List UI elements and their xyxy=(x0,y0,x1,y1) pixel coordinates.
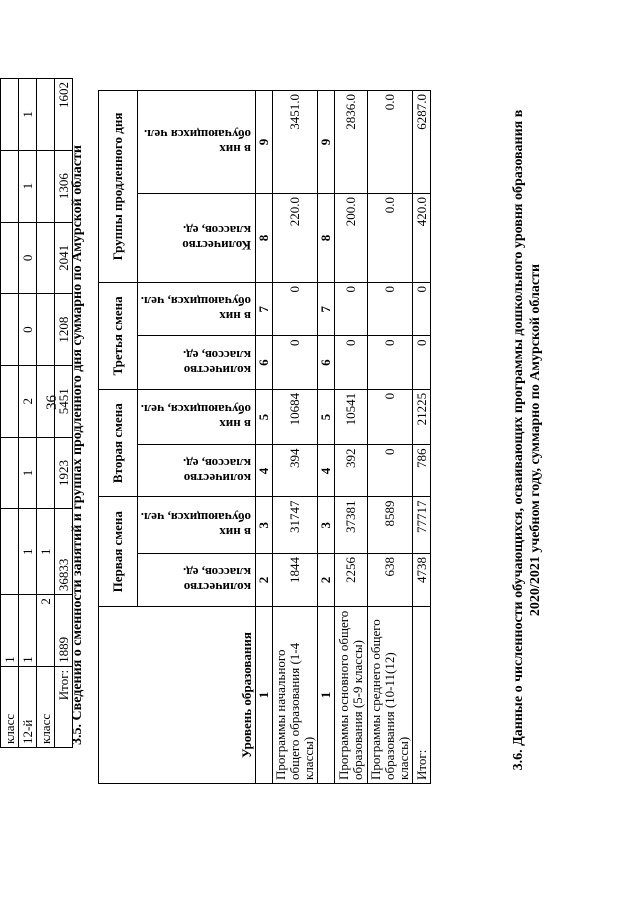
table-cell: 638 xyxy=(368,554,413,607)
table-row xyxy=(1,79,19,748)
column-number: 7 xyxy=(318,283,335,336)
table-cell: 420.0 xyxy=(413,193,431,282)
table-cell: 12-й xyxy=(19,666,37,747)
table-cell: 200.0 xyxy=(335,193,368,282)
table-cell: 31747 xyxy=(273,497,318,554)
table-cell: 0 xyxy=(368,336,413,389)
table-cell: 0 xyxy=(335,283,368,336)
table-cell: 2836.0 xyxy=(335,91,368,194)
table-cell: 2256 xyxy=(335,554,368,607)
row-label: Программы основного общего образования (5-9 классы) xyxy=(335,607,368,784)
subheader-cell xyxy=(138,283,256,336)
table-cell: Итог: xyxy=(55,666,73,747)
table-cell: 1 xyxy=(19,437,37,509)
table-cell: 2041 xyxy=(55,222,73,294)
section-36-heading xyxy=(510,70,544,810)
table-cell: 77717 xyxy=(413,497,431,554)
table-cell xyxy=(1,365,19,437)
table-cell: 1 xyxy=(19,509,37,595)
table-cell xyxy=(1,222,19,294)
column-number: 4 xyxy=(256,445,273,497)
subheader-cell xyxy=(138,554,256,607)
table-cell xyxy=(37,437,55,509)
table-cell xyxy=(37,222,55,294)
table-cell: 21225 xyxy=(413,389,431,445)
table-cell: 5451 xyxy=(55,365,73,437)
table-cell: класс xyxy=(1,666,19,747)
column-number: 9 xyxy=(256,91,273,194)
table-cell: 0 xyxy=(19,294,37,366)
subheader-text: в них обучающихся, чел. xyxy=(140,402,251,433)
table-row xyxy=(368,91,413,784)
table-cell: 0 xyxy=(368,445,413,497)
section-36-heading-line1: 3.6. Данные о численности обучающихся, осваивающих программы дошкольного уровня образования в xyxy=(511,109,526,771)
table-cell xyxy=(1,294,19,366)
column-number: 9 xyxy=(318,91,335,194)
table-cell: 0 xyxy=(19,222,37,294)
subheader-cell xyxy=(138,497,256,554)
table-cell: 0 xyxy=(368,389,413,445)
row-label: Итог: xyxy=(413,607,431,784)
table-cell: 2 xyxy=(37,595,55,667)
table-cell: 0 xyxy=(335,336,368,389)
section-35-heading: 3.5. Сведения о сменности занятий и группах продленного дня суммарно по Амурской области xyxy=(70,145,85,745)
section-36-heading-line2: 2020/2021 учебном году, суммарно по Амурской области xyxy=(528,263,543,617)
subheader-text: в них обучающихся, чел. xyxy=(140,294,251,325)
table-cell: 1 xyxy=(19,150,37,222)
table-cell: 1602 xyxy=(55,79,73,151)
column-number: 8 xyxy=(318,193,335,282)
table-cell: 394 xyxy=(273,445,318,497)
group-header-third-shift: Третья смена xyxy=(99,283,138,390)
column-number: 5 xyxy=(318,389,335,445)
table-cell: 220.0 xyxy=(273,193,318,282)
subheader-text: в них обучающихся чел. xyxy=(143,127,251,157)
table-header-row xyxy=(99,91,138,784)
column-number: 1 xyxy=(256,607,273,784)
table-cell xyxy=(1,509,19,595)
subheader-text: количество классов, ед. xyxy=(183,565,251,596)
column-number: 2 xyxy=(256,554,273,607)
subheader-cell xyxy=(138,336,256,389)
table-cell: 786 xyxy=(413,445,431,497)
table-cell: 0.0 xyxy=(368,193,413,282)
table-cell: 0.0 xyxy=(368,91,413,194)
table-cell xyxy=(1,437,19,509)
table-cell: 1889 xyxy=(55,595,73,667)
row-label: Программы среднего общего образования (10-11(12) классы) xyxy=(368,607,413,784)
table-cell: 2 xyxy=(19,365,37,437)
table-cell: 1844 xyxy=(273,554,318,607)
table-row xyxy=(19,79,37,748)
table-row xyxy=(37,79,55,748)
table-cell: 0 xyxy=(413,283,431,336)
table-cell: 6287.0 xyxy=(413,91,431,194)
column-number: 5 xyxy=(256,389,273,445)
table-cell: 0 xyxy=(273,283,318,336)
table-cell: класс xyxy=(37,666,55,747)
column-number: 6 xyxy=(318,336,335,389)
column-number: 3 xyxy=(318,497,335,554)
group-header-second-shift: Вторая смена xyxy=(99,389,138,497)
table-cell: 1 xyxy=(19,79,37,151)
column-number: 4 xyxy=(318,445,335,497)
table-cell xyxy=(1,79,19,151)
table-cell: 392 xyxy=(335,445,368,497)
subheader-text: количество классов, ед. xyxy=(183,347,251,378)
table-cell: 1208 xyxy=(55,294,73,366)
column-number: 2 xyxy=(318,554,335,607)
table-cell xyxy=(37,294,55,366)
column-number: 7 xyxy=(256,283,273,336)
group-header-first-shift: Первая смена xyxy=(99,497,138,607)
table-row xyxy=(335,91,368,784)
table-cell: 0 xyxy=(273,336,318,389)
column-number: 1 xyxy=(318,607,335,784)
shift-schedule-table xyxy=(98,90,431,784)
table-cell: 0 xyxy=(413,336,431,389)
column-number: 6 xyxy=(256,336,273,389)
subheader-cell xyxy=(138,91,256,194)
subheader-cell xyxy=(138,389,256,445)
table-row-total xyxy=(413,91,431,784)
subheader-cell xyxy=(138,193,256,282)
table-cell xyxy=(1,150,19,222)
column-number: 8 xyxy=(256,193,273,282)
subheader-text: в них обучающихся, чел. xyxy=(140,510,251,541)
table-cell: 1 xyxy=(19,595,37,667)
table-cell: 36833 xyxy=(55,509,73,595)
column-number-row xyxy=(318,91,335,784)
row-label: Программы начального общего образования (1-4 классы) xyxy=(273,607,318,784)
table-cell: 8589 xyxy=(368,497,413,554)
table-cell: 1923 xyxy=(55,437,73,509)
subheader-cell xyxy=(138,445,256,497)
column-number-row xyxy=(256,91,273,784)
table-cell: 1 xyxy=(37,509,55,595)
table-cell: 10684 xyxy=(273,389,318,445)
subheader-text: количество классов, ед. xyxy=(183,455,251,486)
page-number: 36 xyxy=(44,395,60,410)
table-cell: 37381 xyxy=(335,497,368,554)
top-continuation-table xyxy=(0,78,73,748)
level-header: Уровень образования xyxy=(99,607,256,784)
column-number: 3 xyxy=(256,497,273,554)
table-cell: 0 xyxy=(368,283,413,336)
table-cell xyxy=(37,365,55,437)
table-cell xyxy=(37,150,55,222)
group-header-extended-day: Группы продленного дня xyxy=(99,91,138,283)
table-cell: 4738 xyxy=(413,554,431,607)
table-row xyxy=(273,91,318,784)
table-cell: 1306 xyxy=(55,150,73,222)
table-cell: 10541 xyxy=(335,389,368,445)
subheader-text: Количество классов, ед. xyxy=(182,223,251,254)
table-cell: 3451.0 xyxy=(273,91,318,194)
table-cell: 1 xyxy=(1,595,19,667)
table-cell xyxy=(37,79,55,151)
